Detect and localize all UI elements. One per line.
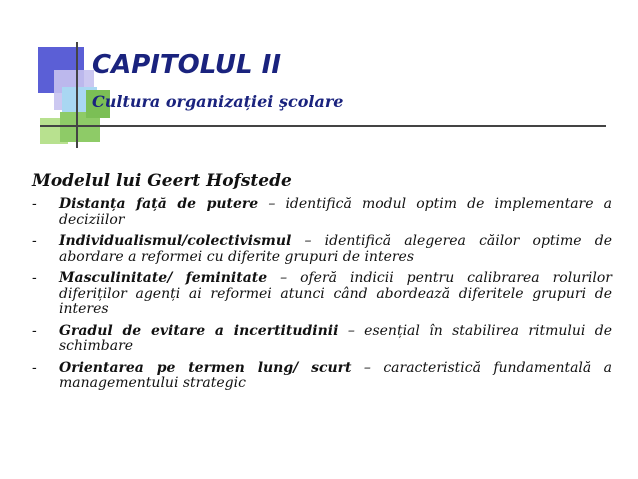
slide-subtitle: Cultura organizației şcolare — [92, 92, 344, 111]
bullet-marker: - — [32, 359, 37, 376]
item-text: – esențial în stabilirea ritmului de schimbare — [59, 322, 613, 354]
item-term: Distanța față de putere — [59, 196, 259, 212]
list-item — [32, 271, 612, 318]
slide-content — [32, 171, 612, 398]
item-term: Gradul de evitare a incertitudinii — [59, 322, 339, 339]
bullet-marker: - — [32, 270, 37, 286]
item-text: – caracteristică fundamentală a managementului strategic — [59, 359, 613, 391]
section-heading: Modelul lui Geert Hofstede — [32, 171, 292, 191]
item-text: – oferă indicii pentru calibrarea rolurilor diferiților agenți ai reformei atunci când abordează diferitele grupuri de interes — [59, 270, 612, 317]
bullet-marker: - — [32, 322, 37, 339]
bullet-marker: - — [32, 196, 37, 212]
item-text: – identifică modul optim de implementare a deciziilor — [59, 196, 612, 228]
item-text: – identifică alegerea căilor optime de abordare a reformei cu diferite grupuri de interes — [59, 233, 612, 265]
list-item — [32, 234, 612, 265]
bullet-marker: - — [32, 233, 37, 249]
item-term: Individualismul/colectivismul — [59, 233, 292, 249]
decor-vertical-line — [76, 42, 78, 148]
title-divider — [40, 125, 606, 127]
list-item — [32, 197, 612, 228]
slide-title: CAPITOLUL II — [92, 50, 281, 80]
item-term: Masculinitate/ feminitate — [59, 270, 268, 286]
item-term: Orientarea pe termen lung/ scurt — [59, 359, 352, 376]
list-item — [32, 324, 612, 355]
list-item — [32, 361, 612, 392]
bullet-list — [32, 197, 612, 392]
